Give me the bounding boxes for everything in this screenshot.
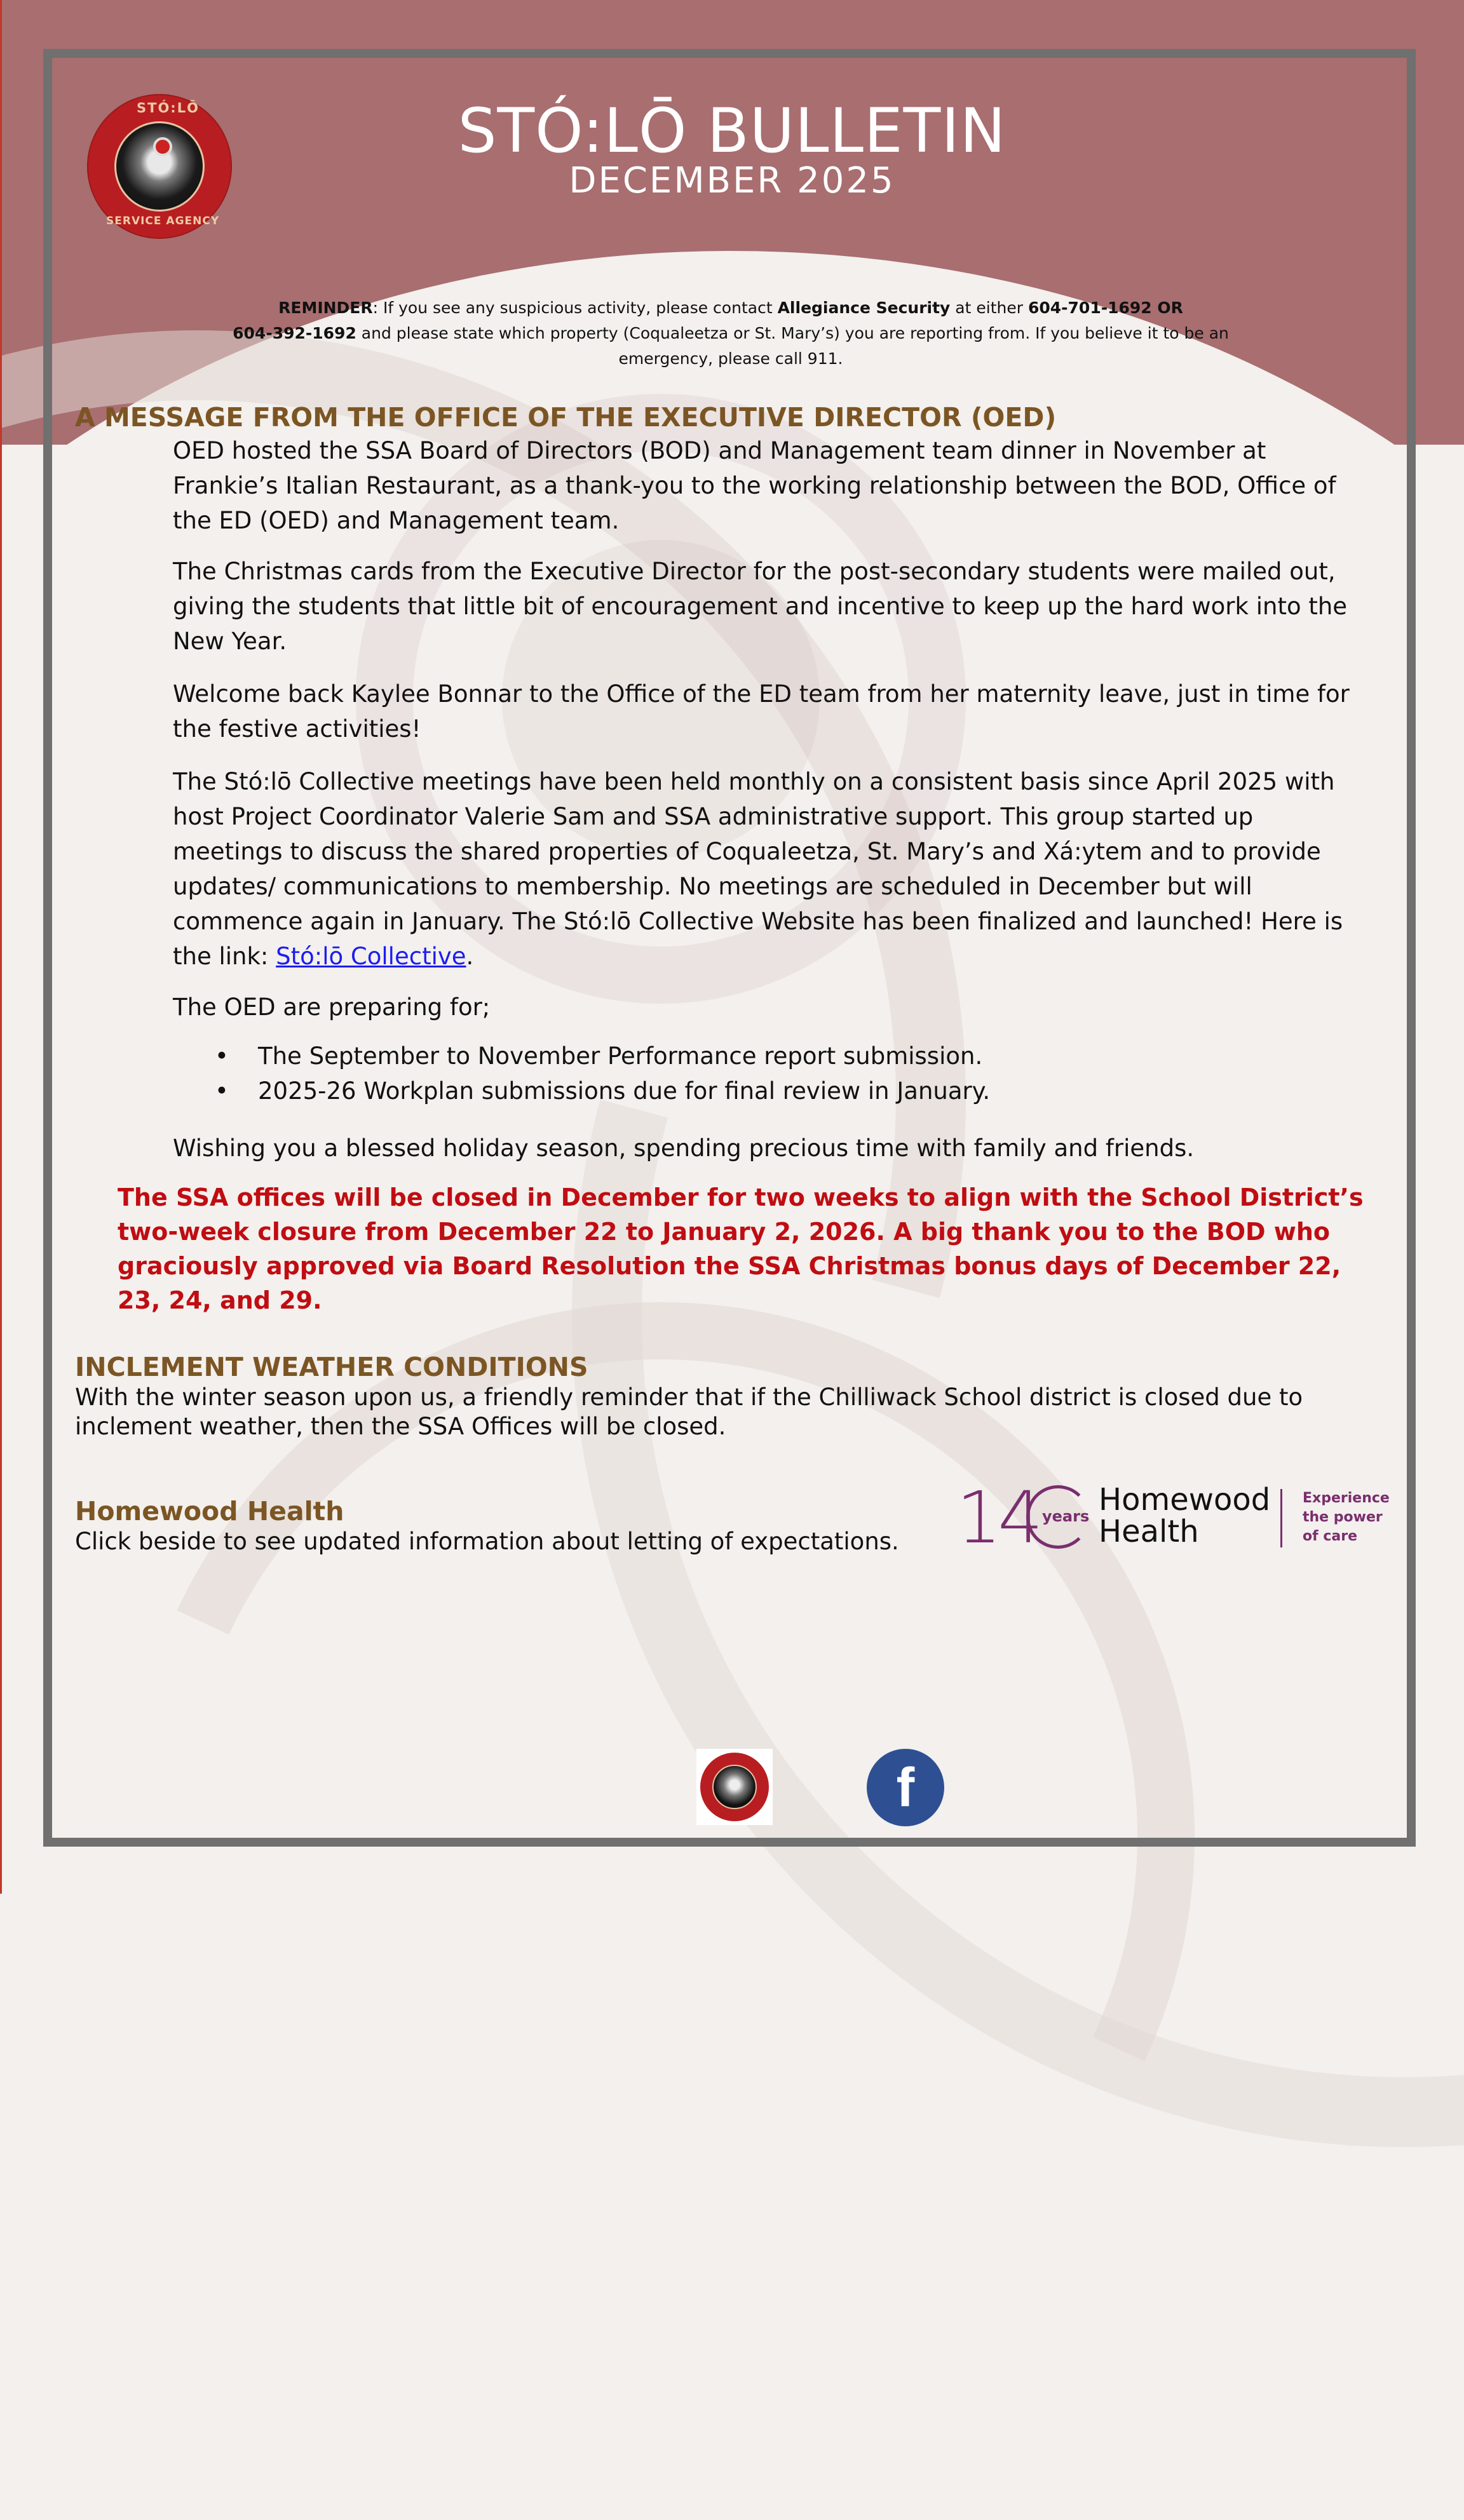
homewood-heading: Homewood Health [75, 1496, 344, 1526]
holiday-wishes: Wishing you a blessed holiday season, spending precious time with family and friends. [173, 1135, 1195, 1162]
list-item: • The September to November Performance report submission. [173, 1039, 990, 1074]
homewood-text: Click beside to see updated information about letting of expectations. [75, 1528, 899, 1555]
tagline-line: of care [1303, 1528, 1358, 1544]
homewood-140-mark: 14 [956, 1477, 1040, 1560]
homewood-tagline [1303, 1489, 1390, 1546]
homewood-health-logo[interactable] [956, 1477, 1390, 1560]
security-phone-2: 604-392-1692 [233, 324, 356, 342]
weather-heading: INCLEMENT WEATHER CONDITIONS [75, 1352, 588, 1382]
reminder-text: at either [950, 299, 1028, 317]
security-reminder [229, 295, 1233, 372]
homewood-years: years [1042, 1507, 1090, 1525]
reminder-label: REMINDER [278, 299, 373, 317]
oed-paragraph-1: OED hosted the SSA Board of Directors (BOD) and Management team dinner in November at Frankie’s Italian Restaurant, as a thank-you to the working relationship between the BOD, Office of the ED (OED) and Management team. [173, 437, 1336, 534]
security-company: Allegiance Security [777, 299, 951, 317]
reminder-text: : If you see any suspicious activity, please contact [372, 299, 778, 317]
preparing-list [173, 1039, 990, 1108]
collective-text: The Stó:lō Collective meetings have been held monthly on a consistent basis since April 2025 with host Project Coordinator Valerie Sam and SSA administrative support. This group started up meetings to discuss the shared properties of Coqualeetza, St. Mary’s and Xá:ytem and to provide updates/ communications to membership. No meetings are scheduled in December but will commence again in January. The Stó:lō Collective Website has been finalized and launched! Here is the link: [173, 768, 1343, 970]
tagline-line: Experience [1303, 1490, 1390, 1506]
oed-heading: A MESSAGE FROM THE OFFICE OF THE EXECUTIVE DIRECTOR (OED) [75, 402, 1057, 433]
homewood-name-line1: Homewood [1099, 1482, 1271, 1518]
oed-paragraph-2: The Christmas cards from the Executive Director for the post-secondary students were mailed out, giving the students that little bit of encouragement and incentive to keep up the hard work into the New Year. [173, 558, 1348, 655]
logo-top-text: STÓ:LŌ [137, 100, 200, 116]
link-suffix: . [466, 943, 474, 970]
security-phone-1: 604-701-1692 OR [1027, 299, 1183, 317]
footer-stolo-logo-icon[interactable] [696, 1749, 773, 1825]
reminder-text: and please state which property (Coqualeetza or St. Mary’s) you are reporting from. If you believe it to be an emergency, please call 911. [356, 324, 1229, 368]
tagline-line: the power [1303, 1509, 1383, 1525]
bulletin-date: DECEMBER 2025 [569, 160, 895, 201]
mini-logo-emblem [712, 1765, 757, 1809]
logo-bottom-text: SERVICE AGENCY [106, 215, 220, 227]
homewood-name-line2: Health [1099, 1514, 1199, 1549]
office-closure-notice: The SSA offices will be closed in December for two weeks to align with the School District’s two-week closure from December 22 to January 2, 2026. A big thank you to the BOD who graciously approved via Board Resolution the SSA Christmas bonus days of December 22, 23, 24, and 29. [118, 1183, 1364, 1314]
oed-paragraph-3: Welcome back Kaylee Bonnar to the Office of the ED team from her maternity leave, just in time for the festive activities! [173, 680, 1350, 743]
list-item: • 2025-26 Workplan submissions due for final review in January. [173, 1074, 990, 1108]
homewood-name [1099, 1484, 1270, 1547]
page-edge-left [0, 0, 2, 1894]
weather-text: With the winter season upon us, a friendly reminder that if the Chilliwack School district is closed due to inclement weather, then the SSA Offices will be closed. [75, 1384, 1303, 1440]
stolo-collective-link[interactable]: Stó:lō Collective [276, 943, 466, 970]
oed-paragraph-4 [173, 764, 1367, 974]
facebook-icon[interactable]: f [867, 1749, 944, 1826]
homewood-divider [1280, 1489, 1282, 1547]
mini-logo-ring [700, 1753, 769, 1821]
preparing-intro: The OED are preparing for; [173, 994, 491, 1021]
bulletin-title: STÓ:LŌ BULLETIN [458, 95, 1006, 166]
